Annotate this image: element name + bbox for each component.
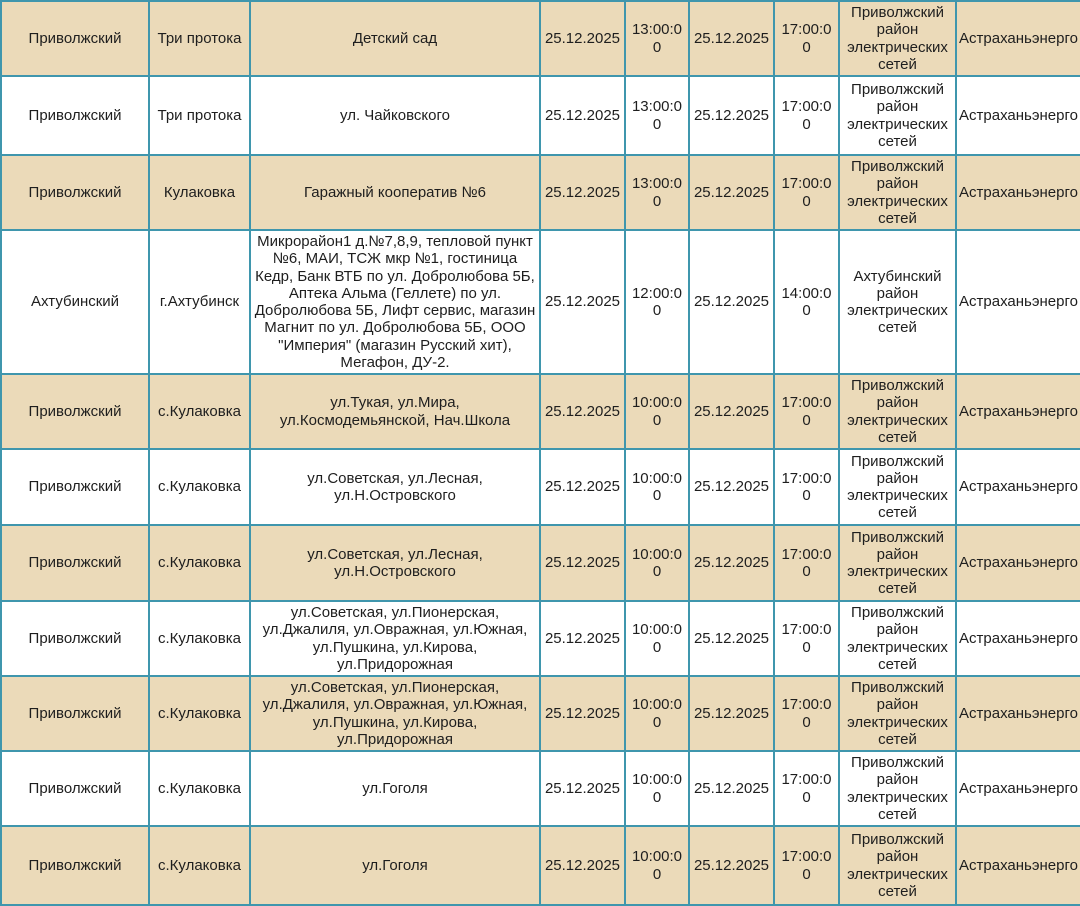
cell-end-date: 25.12.2025 xyxy=(689,449,774,525)
cell-district: Приволжский xyxy=(1,155,149,230)
cell-district: Приволжский xyxy=(1,751,149,826)
cell-company: Астраханьэнерго xyxy=(956,155,1080,230)
cell-district: Приволжский xyxy=(1,374,149,449)
cell-end-time: 14:00:00 xyxy=(774,230,839,374)
cell-address: ул.Советская, ул.Пионерская, ул.Джалиля, ул.Овражная, ул.Южная, ул.Пушкина, ул.Кирова, ул.Придорожная xyxy=(250,676,540,751)
cell-start-time: 10:00:00 xyxy=(625,374,689,449)
cell-address: ул.Гоголя xyxy=(250,826,540,905)
table-row xyxy=(1,230,1080,374)
cell-company: Астраханьэнерго xyxy=(956,76,1080,155)
cell-end-date: 25.12.2025 xyxy=(689,676,774,751)
cell-start-time: 13:00:00 xyxy=(625,76,689,155)
cell-res-organization: Приволжский район электрических сетей xyxy=(839,676,956,751)
cell-start-date: 25.12.2025 xyxy=(540,1,625,76)
cell-start-time: 10:00:00 xyxy=(625,676,689,751)
cell-company: Астраханьэнерго xyxy=(956,601,1080,676)
cell-start-date: 25.12.2025 xyxy=(540,76,625,155)
cell-start-date: 25.12.2025 xyxy=(540,525,625,601)
cell-res-organization: Приволжский район электрических сетей xyxy=(839,449,956,525)
cell-end-date: 25.12.2025 xyxy=(689,751,774,826)
table-row xyxy=(1,601,1080,676)
cell-start-time: 13:00:00 xyxy=(625,155,689,230)
cell-district: Приволжский xyxy=(1,601,149,676)
cell-res-organization: Приволжский район электрических сетей xyxy=(839,525,956,601)
cell-district: Приволжский xyxy=(1,76,149,155)
cell-address: ул.Советская, ул.Лесная, ул.Н.Островского xyxy=(250,525,540,601)
cell-end-time: 17:00:00 xyxy=(774,751,839,826)
cell-end-date: 25.12.2025 xyxy=(689,76,774,155)
cell-end-date: 25.12.2025 xyxy=(689,525,774,601)
cell-res-organization: Приволжский район электрических сетей xyxy=(839,1,956,76)
cell-locality: Кулаковка xyxy=(149,155,250,230)
cell-company: Астраханьэнерго xyxy=(956,826,1080,905)
cell-company: Астраханьэнерго xyxy=(956,751,1080,826)
cell-end-date: 25.12.2025 xyxy=(689,230,774,374)
cell-end-date: 25.12.2025 xyxy=(689,155,774,230)
cell-address: ул.Гоголя xyxy=(250,751,540,826)
cell-company: Астраханьэнерго xyxy=(956,676,1080,751)
cell-locality: с.Кулаковка xyxy=(149,826,250,905)
cell-end-time: 17:00:00 xyxy=(774,76,839,155)
cell-company: Астраханьэнерго xyxy=(956,1,1080,76)
cell-end-time: 17:00:00 xyxy=(774,525,839,601)
cell-start-date: 25.12.2025 xyxy=(540,155,625,230)
cell-end-time: 17:00:00 xyxy=(774,676,839,751)
table-row xyxy=(1,525,1080,601)
cell-locality: с.Кулаковка xyxy=(149,676,250,751)
cell-start-date: 25.12.2025 xyxy=(540,751,625,826)
cell-start-date: 25.12.2025 xyxy=(540,374,625,449)
table-row xyxy=(1,374,1080,449)
cell-district: Приволжский xyxy=(1,1,149,76)
table-row xyxy=(1,826,1080,905)
cell-start-date: 25.12.2025 xyxy=(540,230,625,374)
cell-locality: Три протока xyxy=(149,1,250,76)
cell-locality: Три протока xyxy=(149,76,250,155)
cell-end-time: 17:00:00 xyxy=(774,449,839,525)
cell-address: ул.Советская, ул.Лесная, ул.Н.Островского xyxy=(250,449,540,525)
cell-res-organization: Приволжский район электрических сетей xyxy=(839,601,956,676)
cell-start-time: 10:00:00 xyxy=(625,449,689,525)
cell-end-date: 25.12.2025 xyxy=(689,601,774,676)
cell-start-time: 12:00:00 xyxy=(625,230,689,374)
cell-company: Астраханьэнерго xyxy=(956,449,1080,525)
cell-res-organization: Приволжский район электрических сетей xyxy=(839,76,956,155)
table-row xyxy=(1,751,1080,826)
cell-start-time: 10:00:00 xyxy=(625,751,689,826)
cell-end-date: 25.12.2025 xyxy=(689,1,774,76)
cell-address: Детский сад xyxy=(250,1,540,76)
cell-start-time: 10:00:00 xyxy=(625,601,689,676)
table-row xyxy=(1,76,1080,155)
cell-locality: с.Кулаковка xyxy=(149,525,250,601)
cell-locality: с.Кулаковка xyxy=(149,601,250,676)
cell-end-time: 17:00:00 xyxy=(774,826,839,905)
cell-res-organization: Приволжский район электрических сетей xyxy=(839,826,956,905)
cell-start-time: 10:00:00 xyxy=(625,525,689,601)
outage-table-body xyxy=(1,1,1080,905)
cell-address: ул.Тукая, ул.Мира, ул.Космодемьянской, Нач.Школа xyxy=(250,374,540,449)
table-row xyxy=(1,1,1080,76)
cell-start-date: 25.12.2025 xyxy=(540,826,625,905)
cell-locality: г.Ахтубинск xyxy=(149,230,250,374)
cell-address: Микрорайон1 д.№7,8,9, тепловой пункт №6, МАИ, ТСЖ мкр №1, гостиница Кедр, Банк ВТБ по ул. Добролюбова 5Б, Аптека Альма (Геллете) по ул. Добролюбова 5Б, Лифт сервис, магазин Магнит по ул. Добролюбова 5Б, ООО "Империя" (магазин Русский хит), Мегафон, ДУ-2. xyxy=(250,230,540,374)
cell-start-date: 25.12.2025 xyxy=(540,676,625,751)
cell-start-time: 13:00:00 xyxy=(625,1,689,76)
cell-district: Приволжский xyxy=(1,826,149,905)
cell-start-date: 25.12.2025 xyxy=(540,601,625,676)
cell-district: Ахтубинский xyxy=(1,230,149,374)
cell-district: Приволжский xyxy=(1,676,149,751)
cell-res-organization: Приволжский район электрических сетей xyxy=(839,155,956,230)
cell-company: Астраханьэнерго xyxy=(956,525,1080,601)
cell-res-organization: Приволжский район электрических сетей xyxy=(839,751,956,826)
cell-address: ул. Чайковского xyxy=(250,76,540,155)
cell-end-date: 25.12.2025 xyxy=(689,826,774,905)
table-row xyxy=(1,449,1080,525)
cell-company: Астраханьэнерго xyxy=(956,230,1080,374)
cell-res-organization: Приволжский район электрических сетей xyxy=(839,374,956,449)
cell-locality: с.Кулаковка xyxy=(149,449,250,525)
cell-locality: с.Кулаковка xyxy=(149,751,250,826)
cell-company: Астраханьэнерго xyxy=(956,374,1080,449)
table-row xyxy=(1,676,1080,751)
cell-district: Приволжский xyxy=(1,449,149,525)
cell-res-organization: Ахтубинский район электрических сетей xyxy=(839,230,956,374)
cell-locality: с.Кулаковка xyxy=(149,374,250,449)
cell-start-date: 25.12.2025 xyxy=(540,449,625,525)
table-row xyxy=(1,155,1080,230)
cell-end-date: 25.12.2025 xyxy=(689,374,774,449)
cell-end-time: 17:00:00 xyxy=(774,1,839,76)
cell-end-time: 17:00:00 xyxy=(774,155,839,230)
cell-address: Гаражный кооператив №6 xyxy=(250,155,540,230)
cell-end-time: 17:00:00 xyxy=(774,374,839,449)
cell-address: ул.Советская, ул.Пионерская, ул.Джалиля, ул.Овражная, ул.Южная, ул.Пушкина, ул.Кирова, ул.Придорожная xyxy=(250,601,540,676)
cell-district: Приволжский xyxy=(1,525,149,601)
cell-end-time: 17:00:00 xyxy=(774,601,839,676)
cell-start-time: 10:00:00 xyxy=(625,826,689,905)
